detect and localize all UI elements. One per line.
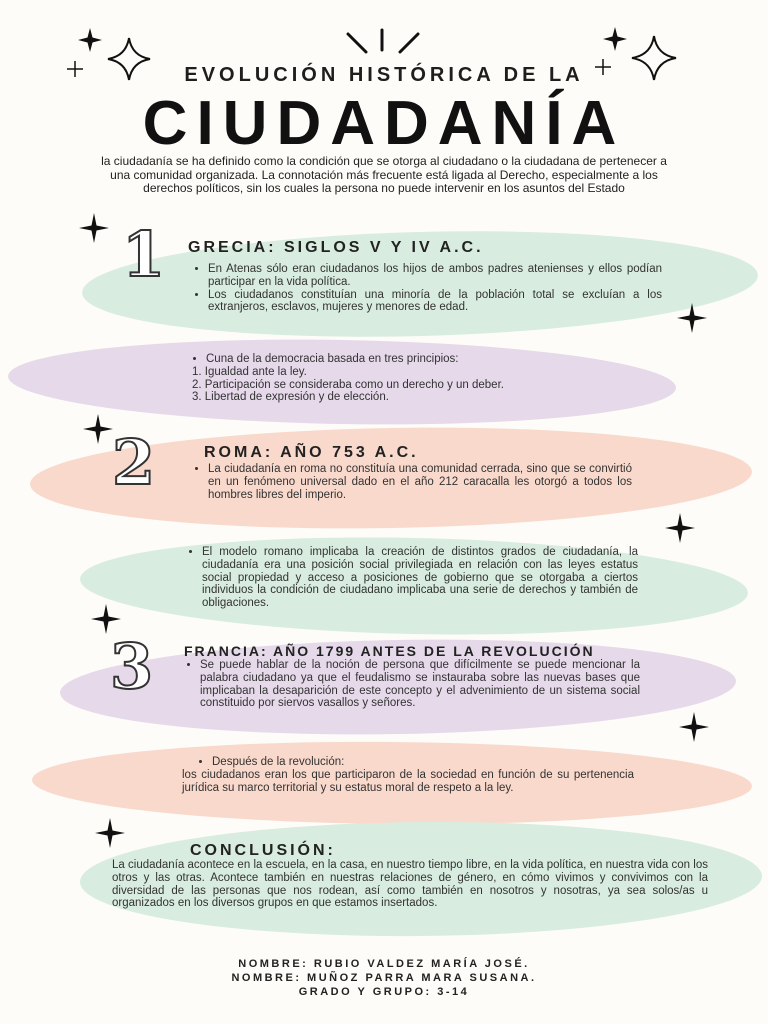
list-item: • Los ciudadanos constituían una minoría de la población total se excluían a los extranjeros, esclavos, mujeres y menores de edad. xyxy=(208,289,662,315)
principle-item: 1. Igualdad ante la ley. xyxy=(192,365,307,378)
sparkle-icon xyxy=(602,26,628,52)
sparkle-icon xyxy=(77,27,103,53)
sparkle-icon xyxy=(664,512,696,544)
credits xyxy=(0,957,768,999)
conclusion-text: La ciudadanía acontece en la escuela, en la casa, en nuestro tiempo libre, en la vida política, en nuestra vida con los otros y las otras. Acontece también en nuestras relaciones de género, en cómo vivimos y convivimos con la diversidad de las personas que nos rodean, así como también en nosotros y nosotras, ya sea solos/as u organizados en los diversos grupos en que estamos insertados. xyxy=(112,859,708,910)
sparkle-icon xyxy=(676,302,708,334)
page-title: CIUDADANÍA xyxy=(142,89,626,158)
section-heading-grecia: GRECIA: SIGLOS V Y IV A.C. xyxy=(188,239,484,256)
roma-bullet-1 xyxy=(190,463,632,501)
credit-line: NOMBRE: MUÑOZ PARRA MARA SUSANA. xyxy=(231,972,537,984)
intro-paragraph: la ciudadanía se ha definido como la condición que se otorga al ciudadano o la ciudadana de pertenecer a una comunidad organizada. La connotación más frecuente está ligada al Derecho, especialmente a los derechos políticos, sin los cuales la persona no puede intervenir en los asuntos del Estado xyxy=(101,154,667,195)
section-number-2: 2 xyxy=(112,426,156,499)
grecia-bullets xyxy=(190,263,662,314)
list-item: • En Atenas sólo eran ciudadanos los hijos de ambos padres atenienses y ellos podían participar en la vida política. xyxy=(208,263,662,289)
sparkle-icon xyxy=(78,212,110,244)
credit-line: NOMBRE: RUBIO VALDEZ MARÍA JOSÉ. xyxy=(238,958,530,970)
sparkle-icon xyxy=(678,711,710,743)
principle-item: 2. Participación se consideraba como un derecho y un deber. xyxy=(192,378,504,391)
section-number-1: 1 xyxy=(122,218,166,291)
list-item: • Cuna de la democracia basada en tres principios: xyxy=(206,353,652,366)
roma-bullet-2 xyxy=(184,546,638,610)
credit-line: GRADO Y GRUPO: 3-14 xyxy=(298,986,470,998)
principle-item: 3. Libertad de expresión y de elección. xyxy=(192,391,389,404)
section-heading-roma: ROMA: AÑO 753 A.C. xyxy=(204,444,419,461)
sparkle-icon xyxy=(82,413,114,445)
list-item: • Después de la revolución: xyxy=(212,756,634,769)
list-item: • Se puede hablar de la noción de persona que difícilmente se puede mencionar la palabra ciudadano ya que el feudalismo se instauraba sobre las nuevas bases que implicaban la desaparición de este concepto y el advenimiento de un sistema social constituido por siervos vasallos y señores. xyxy=(200,659,640,710)
francia-after-text: los ciudadanos eran los que participaron de la sociedad en función de su pertenencia jurídica su marco territorial y su estatus moral de respeto a la ley. xyxy=(182,768,634,794)
sparkle-icon xyxy=(94,817,126,849)
section-number-3: 3 xyxy=(110,630,154,703)
page-subtitle: EVOLUCIÓN HISTÓRICA DE LA xyxy=(184,64,584,86)
francia-bullet-2 xyxy=(182,756,634,794)
section-heading-francia: FRANCIA: AÑO 1799 ANTES DE LA REVOLUCIÓN xyxy=(184,643,595,659)
francia-bullet-1 xyxy=(182,659,640,710)
grecia-principles xyxy=(192,353,652,404)
section-heading-conclusion: CONCLUSIÓN: xyxy=(190,842,336,859)
list-item: • El modelo romano implicaba la creación de distintos grados de ciudadanía, la ciudadanía era una posición social privilegiada en relación con las leyes estatus social propiedad y acceso a posiciones de gobierno que se otorgaba a ciertos individuos la condición de ciudadano implicaba una serie de derechos y también de obligaciones. xyxy=(202,546,638,610)
emphasis-lines-icon xyxy=(342,28,426,58)
list-item: • La ciudadanía en roma no constituía una comunidad cerrada, sino que se convirtió en un fenómeno universal dado en el año 212 caracalla les otorgó a todos los hombres libres del imperio. xyxy=(208,463,632,501)
